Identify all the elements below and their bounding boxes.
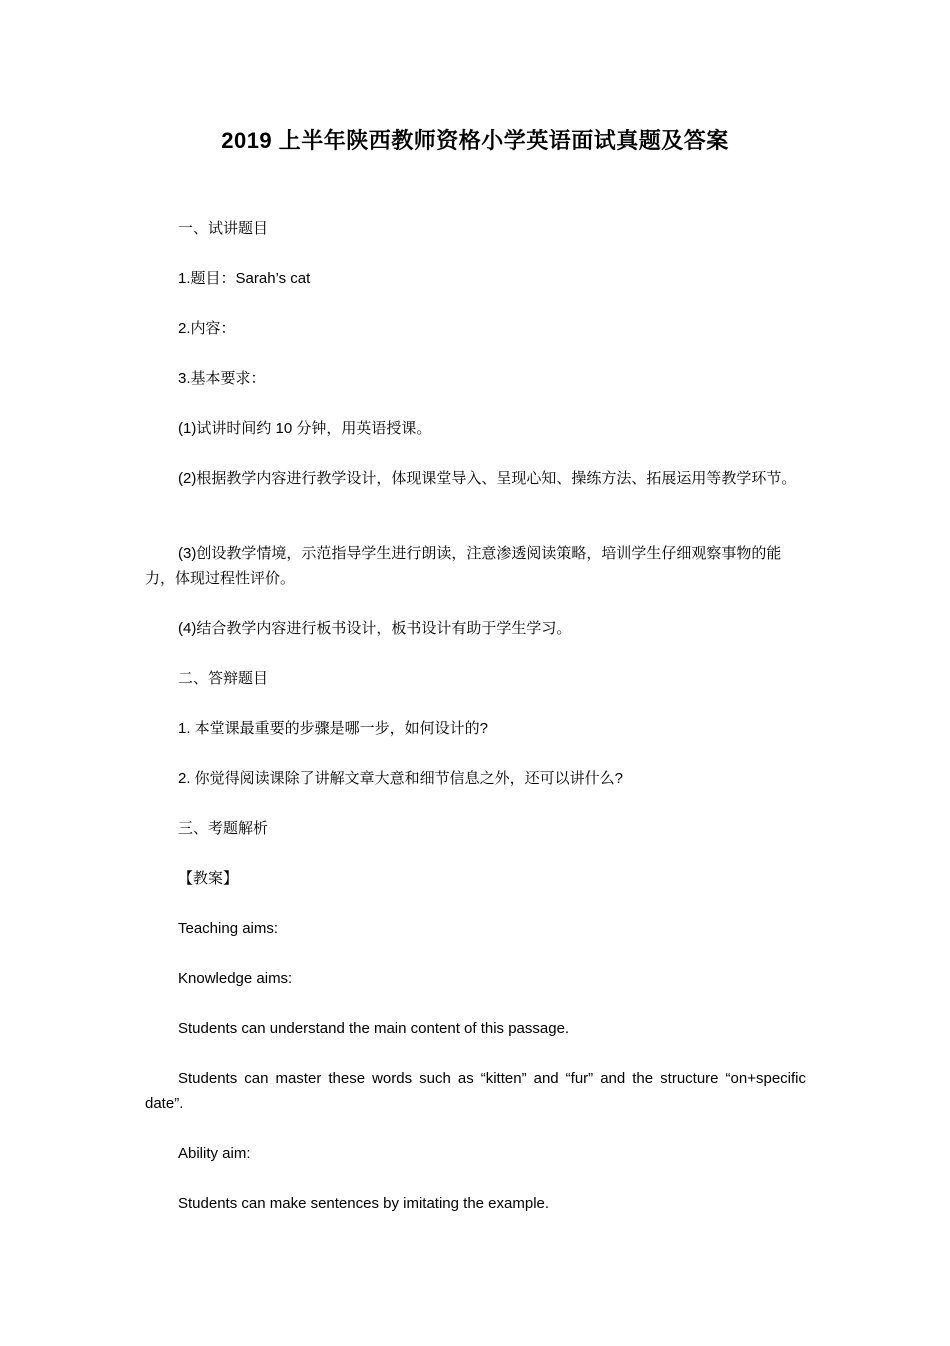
requirement-item: (2)根据教学内容进行教学设计，体现课堂导入、呈现心知、操练方法、拓展运用等教学环节。: [178, 470, 797, 487]
requirement-item: (3)创设教学情境，示范指导学生进行朗读，注意渗透阅读策略，培训学生仔细观察事物的能力，体现过程性评价。: [145, 545, 782, 587]
lecture-topic: 1.题目：Sarah’s cat: [178, 270, 311, 287]
requirement-item: (4)结合教学内容进行板书设计，板书设计有助于学生学习。: [178, 620, 572, 637]
ability-aim-item: Students can make sentences by imitating the example.: [178, 1195, 550, 1212]
teaching-aims-label: Teaching aims:: [178, 920, 279, 937]
knowledge-aim-item: Students can understand the main content of this passage.: [178, 1020, 570, 1037]
section-heading-lecture: 一、试讲题目: [178, 220, 269, 237]
ability-aim-label: Ability aim:: [178, 1145, 251, 1162]
knowledge-aim-item: Students can master these words such as “kitten” and “fur” and the structure “on+specific date”.: [145, 1070, 806, 1112]
knowledge-aims-label: Knowledge aims:: [178, 970, 293, 987]
requirements-label: 3.基本要求：: [178, 370, 266, 387]
defense-question: 1. 本堂课最重要的步骤是哪一步，如何设计的?: [178, 720, 489, 737]
requirement-item: (1)试讲时间约 10 分钟，用英语授课。: [178, 420, 432, 437]
defense-question: 2. 你觉得阅读课除了讲解文章大意和细节信息之外，还可以讲什么?: [178, 770, 624, 787]
document-title: 2019 上半年陕西教师资格小学英语面试真题及答案: [221, 128, 729, 153]
section-heading-analysis: 三、考题解析: [178, 820, 269, 837]
section-heading-defense: 二、答辩题目: [178, 670, 269, 687]
lesson-plan-label: 【教案】: [178, 870, 239, 887]
lecture-content-label: 2.内容：: [178, 320, 236, 337]
